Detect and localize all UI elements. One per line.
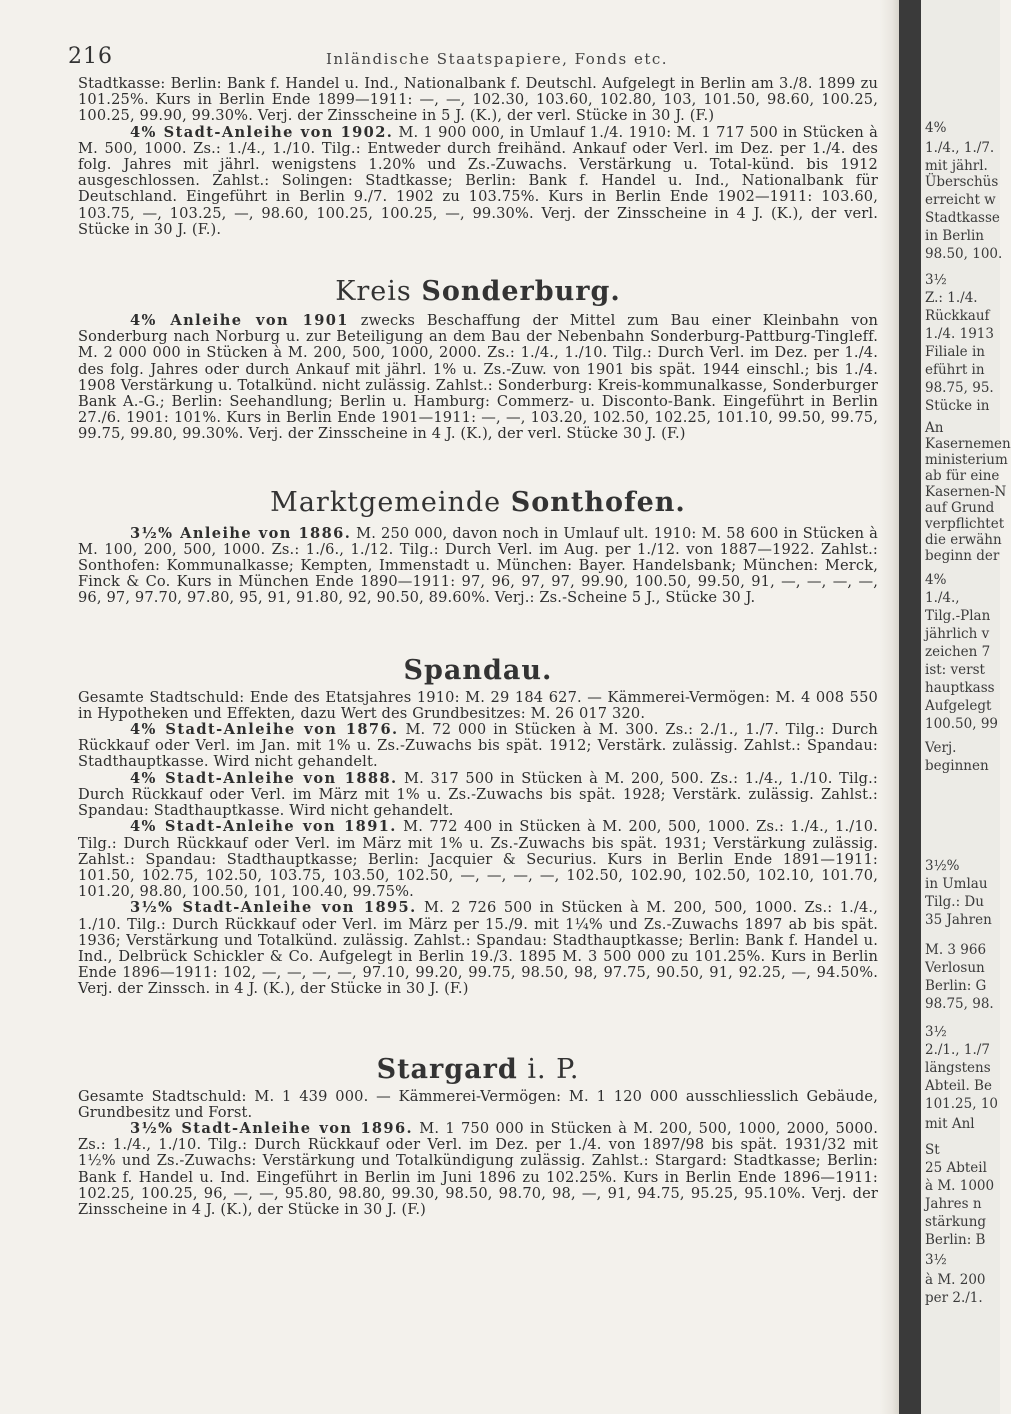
adjacent-page-fragment: Z.: 1./4. (925, 290, 978, 306)
adjacent-page-fragment: längstens (925, 1060, 991, 1076)
page-gutter-shadow (880, 0, 900, 1414)
title-place: Stargard (376, 1053, 518, 1085)
title-prefix: Marktgemeinde (270, 486, 511, 518)
adjacent-page-fragment: hauptkass (925, 680, 995, 696)
main-column (68, 44, 879, 1218)
title-place: Sonthofen. (510, 486, 686, 518)
adjacent-page-fragment: eführt in (925, 362, 985, 378)
adjacent-page-fragment: auf Grund (925, 500, 995, 516)
binding-divider (899, 0, 921, 1414)
loan-text: M. 72 000 in Stücken à M. 300. Zs.: 2./1., 1./7. Tilg.: Durch Rückkauf oder Verl. im Jan. mit 1% u. Zs.-Zuwachs bis spät. 1912; Verstärk. zulässig. Zahlst.: Spandau: Stadthauptkasse. Wird nicht gehandelt. (78, 721, 878, 771)
loan-heading: 4% Stadt-Anleihe von 1902. (130, 123, 394, 141)
title-prefix: Kreis (335, 276, 422, 308)
adjacent-page-fragment: beginnen (925, 758, 989, 774)
adjacent-page-fragment: ministerium (925, 452, 1008, 468)
sonthofen-loan-1886 (78, 526, 878, 607)
adjacent-page-fragment: Tilg.-Plan (925, 608, 991, 624)
adjacent-page-fragment: Kasernen-N (925, 484, 1007, 500)
adjacent-page-fragment: 1./4., (925, 590, 960, 606)
spandau-debt-summary: Gesamte Stadtschuld: Ende des Etatsjahres 1910: M. 29 184 627. — Kämmerei-Vermögen: M. 4 008 550 in Hypotheken und Effekten, dazu Wert des Grundbesitzes: M. 26 017 320. (78, 688, 878, 722)
adjacent-page-fragment: Aufgelegt (925, 698, 992, 714)
adjacent-page-fragment: Rückkauf (925, 308, 990, 324)
adjacent-page-fragment: 1./4., 1./7. (925, 140, 995, 156)
adjacent-page-fragment: zeichen 7 (925, 644, 991, 660)
adjacent-page-fragment: die erwähn (925, 532, 1002, 548)
adjacent-page-fragment: beginn der (925, 548, 1000, 564)
adjacent-page-fragment: 1./4. 1913 (925, 326, 994, 342)
adjacent-page-fragment: à M. 200 (925, 1272, 986, 1288)
adjacent-page-fragment: Kasernemen (925, 436, 1011, 452)
section-title-sonthofen (78, 487, 878, 518)
adjacent-page-fragment: 3½ (925, 1252, 947, 1268)
stargard-loan-1896 (78, 1121, 878, 1218)
adjacent-page-fragment: 35 Jahren (925, 912, 992, 928)
adjacent-page-fragment: stärkung (925, 1214, 987, 1230)
loan-text: M. 772 400 in Stücken à M. 200, 500, 1000. Zs.: 1./4., 1./10. Tilg.: Durch Rückkauf oder Verl. im März mit 1% u. Zs.-Zuwachs bis spät. 1931; Verstärkung zulässig. Zahlst.: Spandau: Stadthauptkasse; Berlin: Jacquier & Securius. Kurs in Berlin Ende 1891—1911: 101.50, 102.75, 102.50, 103.75, 103.50, 102.50, —, —, —, —, 102.50, 102.90, 102.50, 102.10, 101.70, 101.20, 98.80, 100.50, 101, 100.40, 99.75%. (78, 818, 878, 901)
loan-text: M. 2 726 500 in Stücken à M. 200, 500, 1000. Zs.: 1./4., 1./10. Tilg.: Durch Rückkauf oder Verl. im März per 15./9. mit 1¼% und Zs.-Zuwachs 1897 ab bis spät. 1936; Verstärkung und Totalkünd. zulässig. Zahlst.: Spandau: Stadthauptkasse; Berlin: Bank f. Handel u. Ind., Delbrück Schickler & Co. Aufgelegt in Berlin 19./3. 1895 M. 3 500 000 zu 101.25%. Kurs in Berlin Ende 1896—1911: 102, —, —, —, —, 97.10, 99.20, 99.75, 98.50, 98, 97.75, 90.50, 91, 92.25, —, 94.50%. Verj. der Zinssch. in 4 J. (K.), der Stücke in 30 J. (F.) (78, 899, 879, 998)
adjacent-page-fragment: 98.50, 100. (925, 246, 1003, 262)
adjacent-page-fragment: Berlin: G (925, 978, 987, 994)
loan-text: M. 1 900 000, in Umlauf 1./4. 1910: M. 1 717 500 in Stücken à M. 500, 1000. Zs.: 1./4., 1./10. Tilg.: Entweder durch freihänd. Ankauf oder Verl. im Dez. per 1./4. des folg. Jahres mit jährl. wenigstens 1.20% und Zs.-Zuwachs. Verstärkung u. Total-künd. bis 1912 ausgeschlossen. Zahlst.: Solingen: Stadtkasse; Berlin: Bank f. Handel u. Ind., Nationalbank für Deutschland. Eingeführt in Berlin 9./7. 1902 zu 103.75%. Kurs in Berlin Ende 1902—1911: 103.60, 103.75, —, 103.25, —, 98.60, 100.25, 100.25, —, 99.30%. Verj. der Zinsscheine in 4 J. (K.), der verl. Stücke in 30 J. (F.). (78, 123, 878, 238)
adjacent-page-fragment: M. 3 966 (925, 942, 987, 958)
adjacent-page-fragment: Tilg.: Du (925, 894, 984, 910)
adjacent-page-fragment: 4% (925, 572, 947, 588)
adjacent-page-fragment: Jahres n (925, 1196, 982, 1212)
adjacent-page-fragment: ist: verst (925, 662, 985, 678)
running-title: Inländische Staatspapiere, Fonds etc. (326, 50, 669, 68)
adjacent-page-fragment: verpflichtet (925, 516, 1005, 532)
section-title-sonderburg (78, 276, 878, 307)
intro-paragraph: Stadtkasse: Berlin: Bank f. Handel u. Ind., Nationalbank f. Deutschl. Aufgelegt in Berlin am 3./8. 1899 zu 101.25%. Kurs in Berlin Ende 1899—1911: —, —, 102.30, 103.60, 102.80, 103, 101.50, 98.60, 100.25, 100.25, 99.90, 99.30%. Verj. der Zinsscheine in 5 J. (K.), der verl. Stücke in 30 J. (F.) (78, 75, 878, 125)
adjacent-page-fragment: Filiale in (925, 344, 985, 360)
loan-text: zwecks Beschaffung der Mittel zum Bau einer Kleinbahn von Sonderburg nach Norburg u. zur Beteiligung an dem Bau der Nebenbahn Sonderburg-Pattburg-Tingleff. M. 2 000 000 in Stücken à M. 200, 500, 1000, 2000. Zs.: 1./4., 1./10. Tilg.: Durch Verl. im Dez. per 1./4. des folg. Jahres oder durch Ankauf mit jährl. 1% u. Zs.-Zuw. von 1901 bis spät. 1944 einschl.; bis 1./4. 1908 Verstärkung u. Totalkünd. nicht zulässig. Zahlst.: Sonderburg: Kreis-kommunalkasse, Sonderburger Bank A.-G.; Berlin: Seehandlung; Berlin u. Hamburg: Commerz- u. Disconto-Bank. Eingeführt in Berlin 27./6. 1901: 101%. Kurs in Berlin Ende 1901—1911: —, —, 103.20, 102.50, 102.25, 101.10, 99.50, 99.75, 99.75, 99.80, 99.30%. Verj. der Zinsscheine in 4 J. (K.), der verl. Stücke 30 J. (F.) (78, 312, 878, 443)
section-title-stargard (78, 1054, 878, 1085)
adjacent-page-fragment: à M. 1000 (925, 1178, 995, 1194)
loan-text: M. 1 750 000 in Stücken à M. 200, 500, 1000, 2000, 5000. Zs.: 1./4., 1./10. Tilg.: Durch Rückkauf oder Verl. im Dez. per 1./4. von 1897/98 bis spät. 1931/32 mit 1½% und Zs.-Zuwachs: Verstärkung und Totalkündigung zulässig. Zahlst.: Stargard: Stadtkasse; Berlin: Bank f. Handel u. Ind. Eingeführt in Berlin im Juni 1896 zu 102.25%. Kurs in Berlin Ende 1896—1911: 102.25, 100.25, 96, —, —, 95.80, 98.80, 99.30, 98.50, 98.70, 98, —, 91, 94.75, 95.25, 95.10%. Verj. der Zinsscheine in 4 J. (K.), der Stücke in 30 J. (F.) (78, 1119, 878, 1218)
adjacent-page-fragment: 4% (925, 120, 947, 136)
loan-heading: 4% Stadt-Anleihe von 1891. (130, 818, 397, 836)
adjacent-page-fragment: 98.75, 95. (925, 380, 994, 396)
page-number: 216 (68, 44, 113, 69)
spandau-loan-1876 (78, 722, 878, 771)
sonderburg-loan-1901 (78, 313, 878, 443)
adjacent-page-fragment: Berlin: B (925, 1232, 986, 1248)
adjacent-page-fragment: Stücke in (925, 398, 990, 414)
adjacent-page-fragment: jährlich v (925, 626, 990, 642)
adjacent-page-fragment: 101.25, 10 (925, 1096, 998, 1112)
adjacent-page-fragment: in Umlau (925, 876, 988, 892)
title-suffix: i. P. (517, 1053, 580, 1085)
adjacent-page-fragment: ab für eine (925, 468, 1000, 484)
adjacent-page-fragment: 25 Abteil (925, 1160, 987, 1176)
adjacent-page-fragment: An (925, 420, 944, 436)
loan-heading: 3½% Stadt-Anleihe von 1896. (130, 1119, 414, 1137)
adjacent-page-fragment: mit jährl. (925, 158, 988, 174)
adjacent-page-fragment: 3½ (925, 272, 947, 288)
adjacent-page-fragment: 2./1., 1./7 (925, 1042, 990, 1058)
adjacent-page-fragment: Überschüs (925, 174, 999, 190)
adjacent-page-fragment: St (925, 1142, 940, 1158)
adjacent-page-fragment: 98.75, 98. (925, 996, 994, 1012)
stargard-debt-summary: Gesamte Stadtschuld: M. 1 439 000. — Kämmerei-Vermögen: M. 1 120 000 ausschliesslich Gebäude, Grundbesitz und Forst. (78, 1087, 878, 1121)
adjacent-page-fragment: Verlosun (925, 960, 985, 976)
adjacent-page-fragment: Stadtkasse (925, 210, 1000, 226)
loan-heading: 4% Anleihe von 1901 (130, 312, 349, 330)
adjacent-page-fragment: per 2./1. (925, 1290, 983, 1306)
adjacent-page-fragment: Verj. (925, 740, 957, 756)
spandau-loan-1891 (78, 819, 878, 900)
spandau-loan-1888 (78, 771, 878, 820)
adjacent-page-fragment: in Berlin (925, 228, 984, 244)
loan-heading: 4% Stadt-Anleihe von 1876. (130, 721, 399, 739)
title-place: Sonderburg. (421, 276, 621, 308)
adjacent-page-fragment: 3½ (925, 1024, 947, 1040)
spandau-loan-1895 (78, 900, 878, 997)
adjacent-page-fragment: 100.50, 99 (925, 716, 998, 732)
loan-text: M. 317 500 in Stücken à M. 200, 500. Zs.: 1./4., 1./10. Tilg.: Durch Rückkauf oder Verl. im März mit 1% u. Zs.-Zuwachs bis spät. 1928; Verstärk. zulässig. Zahlst.: Spandau: Stadthauptkasse. Wird nicht gehandelt. (78, 769, 878, 820)
adjacent-page-fragment: 3½% (925, 858, 960, 874)
section-title-spandau: Spandau. (403, 654, 553, 686)
loan-heading: 4% Stadt-Anleihe von 1888. (130, 769, 398, 787)
loan-heading: 3½% Anleihe von 1886. (130, 524, 352, 542)
adjacent-page-fragment: Abteil. Be (925, 1078, 992, 1094)
loan-heading: 3½% Stadt-Anleihe von 1895. (130, 899, 417, 917)
adjacent-page-fragment: mit Anl (925, 1116, 975, 1132)
intro-loan-1902 (78, 125, 878, 238)
loan-text: M. 250 000, davon noch in Umlauf ult. 1910: M. 58 600 in Stücken à M. 100, 200, 500, 1000. Zs.: 1./6., 1./12. Tilg.: Durch Verl. im Aug. per 1./12. von 1887—1922. Zahlst.: Sonthofen: Kommunalkasse; Kempten, Immenstadt u. München: Bayer. Handelsbank; München: Merck, Finck & Co. Kurs in München Ende 1890—1911: 97, 96, 97, 97, 99.90, 100.50, 99.50, 91, —, —, —, —, 96, 97, 97.70, 97.80, 95, 91, 91.80, 92, 90.50, 89.60%. Verj.: Zs.-Scheine 5 J., Stücke 30 J. (78, 524, 879, 607)
adjacent-page-strip (921, 0, 1011, 1414)
page-header (68, 44, 878, 76)
adjacent-page-fragment: erreicht w (925, 192, 996, 208)
